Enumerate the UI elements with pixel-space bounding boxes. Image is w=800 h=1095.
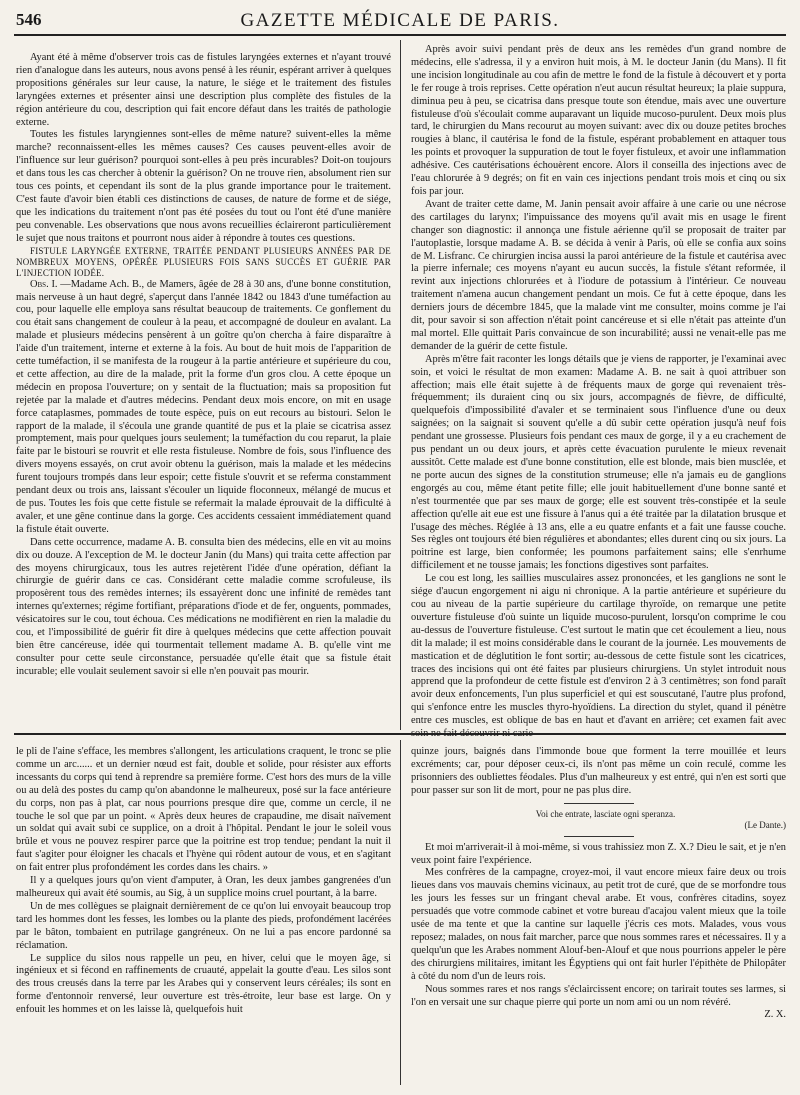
- paragraph: le pli de l'aine s'efface, les membres s'allongent, les articulations craquent, le tronc se plie comme un arc...... et un dernier nœud est fait, double et solide, pour résister aux efforts incessants du corps qui tend à reprendre sa première forme. C'est hors des murs de la ville ou au delà des postes du camp qu'on abandonne le malheureux, posé sur la face antérieure du corps, non pas à plat, car nous pourrions presque dire que, comme un cercle, il ne touche le sol que par un point. « Après deux heures de crapaudine, me disait naïvement un soldat qui avait subi ce supplice, on a droit à l'hôpital. Pendant le jour le soleil vous brûle et vous ne pouvez respirer parce que la poitrine est trop tendue; pendant la nuit il faut s'agiter pour éloigner les chacals et l'hyène qui rôdent autour de vous, et en s'agitant on fait entrer plus profondément les cordes dans les chairs. »: [16, 746, 391, 874]
- paragraph: Avant de traiter cette dame, M. Janin pensait avoir affaire à une carie ou une nécrose des cartilages du larynx; l'impuissance des moyens qu'il avait mis en usage le firent changer son diagnostic: il annonça une fistule aérienne qu'il se proposait de traiter par l'autoplastie, lorsque madame A. B. se décida à venir à Paris, où elle se confia aux soins de M. Lisfranc. Ce chirurgien incisa aussi la paroi antérieure de la fistule et cautérisa avec la pierre infernale; ces moyens n'ayant eu aucun succès, la fistule s'étant reformée, il revint aux injections chlorurées et à l'iodure de potassium à l'intérieur. Ce nouveau traitement n'amena aucun changement pendant un mois. Ce fut à cette époque, dans les derniers jours de décembre 1845, que la malade vint me consulter, moins comme je l'ai dit, pour savoir si son affection n'était point cancéreuse et si elle n'était pas atteinte d'un mal mortel. Elle quittait Paris convaincue de son incurabilité; aussi ne venait-elle pas me demander de la guérir de cette fistule.: [411, 198, 786, 352]
- paragraph: Après m'être fait raconter les longs détails que je viens de rapporter, je l'examinai avec soin, et voici le résultat de mon examen: Madame A. B. ne sait à quoi attribuer son affection; mais elle était sujette à de fréquents maux de gorge qui revenaient très-fréquemment; ils duraient cinq ou six jours, accompagnés de fièvre, de difficulté, quelquefois d'impossibilité d'avaler et se terminaient sous l'influence d'une ou deux saignées; on la saignait si souvent qu'elle a dû subir cette opération jusqu'à neuf fois pendant une grossesse. Plusieurs fois pendant ces maux de gorge, il y a eu crachement de pus pendant un ou deux jours, et après cette évacuation purulente le mieux revenait aussitôt. Cette malade est d'une bonne constitution, elle est blonde, mais bien musclée, et ne porte aucun des signes de la constitution strumeuse; elle n'a jamais eu de ganglions engorgés au cou, même étant petite fille; elle jouit habituellement d'une bonne santé et n'est tourmentée que par ses maux de gorge; elle est souvent très-constipée et la seule affection qu'elle ait eue est une fissure à l'anus qui a été traitée par la dilatation brusque et l'usage des mèches. Réglée à 13 ans, elle a eu quatre enfants et a fait une fausse couche. Ses règles ont toujours été bien régulières et abondantes; elles durent cinq ou six jours. La poitrine est large, bien conformée; les poumons parfaitement sains; elle s'enrhume difficilement et ne tousse jamais; les fonctions digestives sont parfaites.: [411, 353, 786, 572]
- paragraph: Dans cette occurrence, madame A. B. consulta bien des médecins, elle en vit au moins dix ou douze. A l'exception de M. le docteur Janin (du Mans) qui traita cette affection par des moyens chirurgicaux, tous les autres rejetèrent l'idée d'une opération, défiant la chirurgie de guérir dans ce cas. Considérant cette maladie comme scrofuleuse, ils proposèrent tous des remèdes internes; ils essayèrent donc une infinité de remèdes tant internes qu'externes; régime fortifiant, préparations d'iode et de fer, onguents, pommades, vésicatoires sur le cou, tout échoua. Ces médications ne modifièrent en rien la maladie du cou, et l'impossibilité de guérir fit dire à quelques médecins que cette affection pouvait bien être cancéreuse, idée qui tourmentait tellement madame A. B. qu'elle vint me consulter pour cette seule circonstance, persuadée qu'elle était que sa fistule était incurable; elle voulait seulement savoir si elle n'en pouvait pas mourir.: [16, 536, 391, 677]
- column-bottom-left: [16, 746, 391, 1086]
- paragraph: quinze jours, baignés dans l'immonde boue que forment la terre mouillée et leurs excréments; car, pour déposer ceux-ci, ils n'ont pas même un coin reculé, comme les prisonniers des oubliettes féodales. Plus d'un malheureux y est entré, qui n'en est sorti que pour passer sur son lit de mort, pour ne pas plus dire.: [411, 746, 786, 796]
- separator-rule: [564, 836, 634, 837]
- paragraph: Ayant été à même d'observer trois cas de fistules laryngées externes et n'ayant trouvé rien d'analogue dans les auteurs, nous avons pensé à les réunir, espérant arriver à quelques propositions générales sur leur cause, la nature, le siége et le traitement des fistules laryngées externes et présenter ainsi une description plus complète des fistules de la région antérieure du cou, description qui fait encore défaut dans les traités de pathologie externe.: [16, 52, 391, 128]
- paragraph-text: —Madame Ach. B., de Mamers, âgée de 28 à 30 ans, d'une bonne constitution, mais nerveuse à un haut degré, s'aperçut dans l'année 1842 ou 1843 d'une tuméfaction au cou, pour laquelle elle employa sans résultat beaucoup de traitements. Ce gonflement du cou était sans changement de couleur à la peau, et accompagné de douleur en avalant. La malade et plusieurs médecins pensèrent à un goître qu'on chercha à faire disparaître à l'aide d'un traitement, interne et externe à la fois. Au bout de huit mois de l'apparition de cette tuméfaction, il se manifesta de la rougeur à la partie antérieure et supérieure du cou, et cette affection, au dire de la malade, prit la forme d'un gros clou. A cette époque un médecin en proposa l'ouverture; on y sentait de la fluctuation; mais sa proposition fut rejetée par la malade et d'autres médecins. Pendant deux mois encore, on mit en usage force cataplasmes, pommades de toute espèce, puis on eut recours au bistouri. Selon le rapport de la malade, il s'écoula une grande quantité de pus et la plaie se cicatrisa assez promptement, mais pour quelques jours seulement; la tuméfaction du cou reparut, la plaie faite par le bistouri se rouvrit et elle resta fistuleuse. Nombre de fois, sous l'influence des divers moyens essayés, on crut avoir obtenu la guérison, mais la malade et les médecins furent toujours trompés dans leur espoir; cette fistule s'ouvrit et se referma constamment pendant deux ou trois ans, laissant s'écouler un liquide floconneux, mélangé de mucus et de pus. Toutes les fois que cette fistule se refermait la malade éprouvait de la difficulté à avaler, et une gêne continue dans la gorge. Ces accidents cessaient immédiatement quand la fistule était ouverte.: [16, 278, 391, 535]
- page-number: 546: [16, 10, 42, 29]
- signature: Z. X.: [764, 1009, 786, 1021]
- column-bottom-right: [411, 746, 786, 1086]
- observation-heading: FISTULE LARYNGÉE EXTERNE, TRAITÉE PENDANT PLUSIEURS ANNÉES PAR DE NOMBREUX MOYENS, OPÉRÉE PLUSIEURS FOIS SANS SUCCÈS ET GUÉRIE PAR L'INJECTION IODÉE.: [16, 245, 391, 278]
- epigraph: Voi che entrate, lasciate ogni speranza.: [535, 808, 676, 819]
- paragraph: [16, 279, 391, 537]
- paragraph: Toutes les fistules laryngiennes sont-elles de même nature? suivent-elles la même marche? reconnaissent-elles les mêmes causes? Ces causes peuvent-elles avoir de l'influence sur leur guérison? pourquoi sont-elles à peu près incurables? Doit-on toujours et dans tous les cas chercher à obtenir la guérison? On ne trouve rien, absolument rien sur tous ces points, et cependant ils sont de la plus grande importance pour le traitement. C'est faute d'avoir bien établi ces distinctions de causes, de nature de forme et de siége, que les indications du traitement n'ont pas été posées du tout ou l'ont été d'une manière peu convenable. Les observations que nous avons recueillies éclaireront particulièrement le sujet que nous traitons et pourront nous aider à répondre à toutes ces questions.: [16, 129, 391, 244]
- paragraph: Le supplice du silos nous rappelle un peu, en hiver, celui que le moyen âge, si ingénieux et si fécond en raffinements de cruauté, appelait la goutte d'eau. Les silos sont des trous creusés dans la terre par les Arabes qui y conservent leurs céréales; ils sont en forme d'entonnoir renversé, leur ouverture est très-étroite, leur base est large. On y enfouit les hommes et on les laisse là, quelquefois huit: [16, 952, 391, 1016]
- column-divider-top: [400, 40, 401, 730]
- separator-rule: [564, 803, 634, 804]
- column-top-right: [411, 44, 786, 740]
- paragraph: Nous sommes rares et nos rangs s'éclaircissent encore; on tarirait toutes ses larmes, si l'on en versait une sur chaque pierre qui porte un nom ami ou un nom révéré.: [411, 983, 786, 1008]
- paragraph: Après avoir suivi pendant près de deux ans les remèdes d'un grand nombre de médecins, elle s'adressa, il y a environ huit mois, à M. le docteur Janin (du Mans). Il fit une incision longitudinale au cou afin de mettre le fond de la fistule à découvert et y porta le fer rouge à trois reprises. Cette opération n'eut aucun résultat heureux; la plaie suppura, diminua peu à peu, se cicatrisa dans presque toute son étendue, mais avec une ouverture fistuleuse d'où s'écoulait comme auparavant un liquide mucoso-purulent. Deux mois plus tard, le chirurgien du Mans recourut au moyen suivant: avec dix ou douze petites broches rougies à blanc, il cautérisa le fond de la fistule, espérant probablement en attaquer tous les points et provoquer la suppuration de tout le foyer fistuleux, et avoir une inflammation adhésive. Ces cautérisations échouèrent encore. Alors il conseilla des injections avec de l'eau chlorurée à 9 degrés; on fit en vain ces injections pendant trois mois et cinq ou six fois par jour.: [411, 44, 786, 197]
- column-top-left: [16, 52, 391, 722]
- paragraph: Mes confrères de la campagne, croyez-moi, il vaut encore mieux faire deux ou trois lieues dans vos mauvais chemins vicinaux, au petit trot de curé, que de se morfondre tous les jours les fesses sur un fringant cheval arabe. Et vous, confrères citadins, soyez persuadés que votre commode cabinet et votre bureau d'acajou valent mieux que la toile usée de ma tente et que la cantine sur laquelle j'écris ces mots. Malades, vous vous reposez; malades, on nous fait marcher, parce que nous sommes rares et nécessaires. Il y a quelqu'un que les Arabes nomment Alouf-ben-Alouf et que nous pourrions appeler le père des chirurgiens militaires, imitant les Égyptiens qui ont fait hurler l'épithète de Philopâter à côté du nom d'un de leurs rois.: [411, 867, 786, 982]
- paragraph: Il y a quelques jours qu'on vient d'amputer, à Oran, les deux jambes gangrenées d'un malheureux qui avait été soumis, au Sig, à un supplice moins cruel pourtant, à la barre.: [16, 875, 391, 899]
- epigraph-source: (Le Dante.): [744, 819, 786, 830]
- paragraph: Le cou est long, les saillies musculaires assez prononcées, et les ganglions ne sont le siége d'aucun engorgement ni aigu ni chronique. A la partie antérieure et supérieure du cou au niveau de la partie supérieure du cartilage thyroïde, on remarque une petite ouverture fistuleuse d'où suinte un liquide mucoso-purulent, lorsqu'on comprime le cou au-dessus de l'ouverture fistuleuse. C'est surtout le matin que cet écoulement a lieu, nous dit la malade; il est moins considérable dans le courant de la journée. Les mouvements de mastication et de déglutition le font sortir; au-dessous de cette fistule sont les cicatrices, traces des incisions qui ont été faites par plusieurs chirurgiens. Un stylet introduit nous apprend que la profondeur de cette fistule est d'environ 2 à 3 centimètres; son fond paraît avoir deux enfoncements, l'un plus superficiel et qui est souscutané, l'autre plus profond, qui s'enfonce entre les muscles thyro-hyoïdiens. La direction du stylet, quand il pénètre entre ces muscles, est oblique de bas en haut et d'avant en arrière; cet examen fait avec soin ne fait découvrir ni carie: [411, 573, 786, 740]
- journal-title: GAZETTE MÉDICALE DE PARIS.: [240, 10, 560, 31]
- observation-label: Obs. I.: [30, 278, 58, 290]
- paragraph: Et moi m'arriverait-il à moi-même, si vous trahissiez mon Z. X.? Dieu le sait, et je n'en veux point faire l'expérience.: [411, 841, 786, 866]
- column-divider-bottom: [400, 740, 401, 1085]
- paragraph: Un de mes collègues se plaignait dernièrement de ce qu'on lui envoyait beaucoup trop tard les hommes dont les fesses, les lombes ou la plante des pieds, profondément lacérées par le bâton, tombaient en putrilage gangréneux. On ne lui a pas encore pardonné sa réclamation.: [16, 900, 391, 951]
- page-header: [14, 8, 786, 36]
